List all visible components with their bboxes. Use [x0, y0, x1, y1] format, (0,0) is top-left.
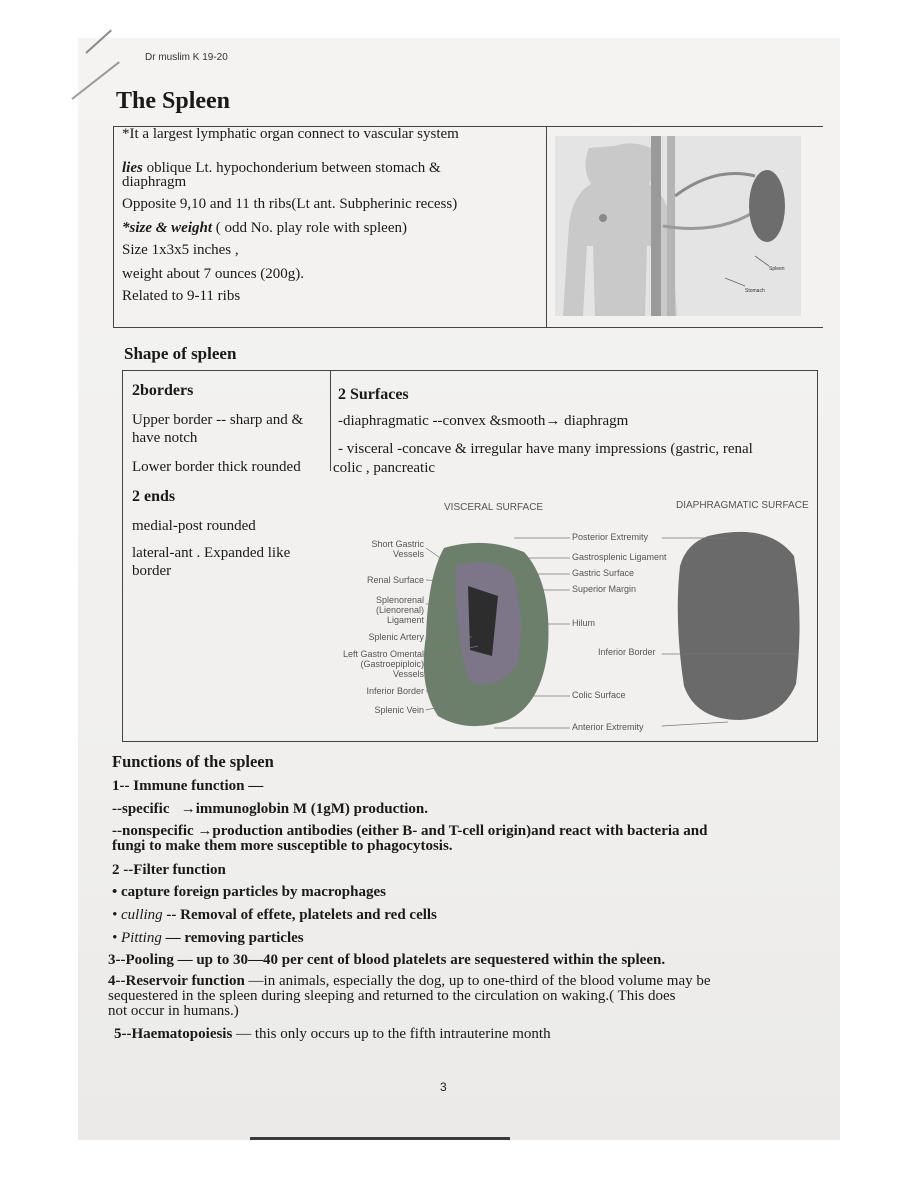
- ends-heading: 2 ends: [132, 488, 176, 505]
- label-short-gastric: Short Gastric: [371, 539, 424, 549]
- body-silhouette-illustration: [555, 136, 801, 316]
- lateral-end-text: lateral-ant . Expanded like border: [132, 545, 291, 579]
- function-5: 5--Haematopoiesis — this only occurs up to the fifth intrauterine month: [114, 1026, 551, 1042]
- spleen-label: Spleen: [769, 266, 785, 272]
- label-colic-surface: Colic Surface: [572, 690, 626, 700]
- label-splenorenal-3: Ligament: [386, 615, 424, 625]
- upper-border-text: Upper border -- sharp and & have notch: [132, 412, 304, 446]
- function-2a: • capture foreign particles by macrophages: [112, 884, 386, 900]
- function-2b: • culling -- Removal of effete, platelets and red cells: [112, 907, 437, 923]
- intro-line: Opposite 9,10 and 11 th ribs(Lt ant. Subpherinic recess): [122, 196, 458, 212]
- function-1a: --specific →immunoglobin M (1gM) production.: [112, 801, 428, 817]
- function-2: 2 --Filter function: [112, 862, 226, 878]
- visceral-surface-text: - visceral -concave & irregular have many impressions (gastric, renal: [338, 441, 753, 457]
- intro-box: [113, 126, 823, 328]
- label-gastric-surface: Gastric Surface: [572, 568, 635, 578]
- label-gastro-omental-2: (Gastroepiploic): [360, 659, 424, 669]
- label-renal-surface: Renal Surface: [366, 575, 424, 585]
- intro-line: *It a largest lymphatic organ connect to vascular system: [122, 126, 459, 142]
- stomach-label: Stomach: [745, 288, 765, 294]
- medial-end-text: medial-post rounded: [132, 518, 256, 534]
- label-gastro-omental: Left Gastro Omental: [342, 649, 424, 659]
- label-inferior-border-left: Inferior Border: [366, 686, 424, 696]
- visceral-surface-text-2: colic , pancreatic: [333, 460, 436, 476]
- visceral-surface-title: VISCERAL SURFACE: [444, 502, 544, 513]
- header-note: Dr muslim K 19-20: [145, 52, 228, 63]
- page-number: 3: [440, 1080, 447, 1094]
- label-splenic-artery: Splenic Artery: [368, 632, 424, 642]
- function-1: 1-- Immune function —: [112, 778, 264, 794]
- function-1b-cont: fungi to make them more susceptible to phagocytosis.: [112, 838, 453, 854]
- function-3: 3--Pooling — up to 30—40 per cent of blood platelets are sequestered within the spleen.: [108, 952, 666, 968]
- label-posterior-extremity: Posterior Extremity: [572, 532, 649, 542]
- label-superior-margin: Superior Margin: [572, 584, 637, 594]
- diaphragmatic-surface-text: -diaphragmatic --convex &smooth→ diaphragm: [338, 413, 629, 429]
- borders-heading: 2borders: [132, 382, 194, 399]
- intro-line: weight about 7 ounces (200g).: [122, 266, 305, 282]
- surfaces-heading: 2 Surfaces: [338, 386, 409, 403]
- label-hilum: Hilum: [572, 618, 596, 628]
- page-title: The Spleen: [116, 88, 231, 114]
- shape-section-title: Shape of spleen: [124, 344, 237, 363]
- function-4-cont: sequestered in the spleen during sleeping and returned to the circulation on waking.( This does: [108, 988, 676, 1004]
- spleen-surfaces-diagram: [328, 496, 816, 740]
- function-1b: --nonspecific →production antibodies (either B- and T-cell origin)and react with bacteria and: [112, 823, 708, 839]
- spleen-shape: [749, 170, 785, 242]
- shape-table: [122, 370, 818, 742]
- label-short-gastric-2: Vessels: [392, 549, 424, 559]
- label-gastrosplenic-ligament: Gastrosplenic Ligament: [572, 552, 667, 562]
- label-splenorenal-2: (Lienorenal): [375, 605, 424, 615]
- label-splenic-vein: Splenic Vein: [374, 705, 424, 715]
- intro-line: Related to 9-11 ribs: [122, 288, 241, 304]
- label-inferior-border-right: Inferior Border: [598, 647, 656, 657]
- diaphragmatic-surface-title: DIAPHRAGMATIC SURFACE: [676, 500, 809, 511]
- intro-line: lies oblique Lt. hypochonderium between stomach &: [122, 160, 441, 176]
- intro-line: diaphragm: [122, 174, 187, 190]
- intro-line: Size 1x3x5 inches ,: [122, 242, 239, 258]
- label-gastro-omental-3: Vessels: [392, 669, 424, 679]
- function-4-cont-2: not occur in humans.): [108, 1003, 239, 1019]
- function-4: 4--Reservoir function —in animals, especially the dog, up to one-third of the blood volume may be: [108, 973, 711, 989]
- intro-line: *size & weight ( odd No. play role with spleen): [122, 220, 407, 236]
- label-splenorenal: Splenorenal: [375, 595, 424, 605]
- functions-title: Functions of the spleen: [112, 752, 274, 771]
- lower-border-text: Lower border thick rounded: [132, 459, 301, 475]
- label-anterior-extremity: Anterior Extremity: [572, 722, 644, 732]
- function-2c: • Pitting — removing particles: [112, 930, 304, 946]
- scan-edge-line: [250, 1137, 510, 1140]
